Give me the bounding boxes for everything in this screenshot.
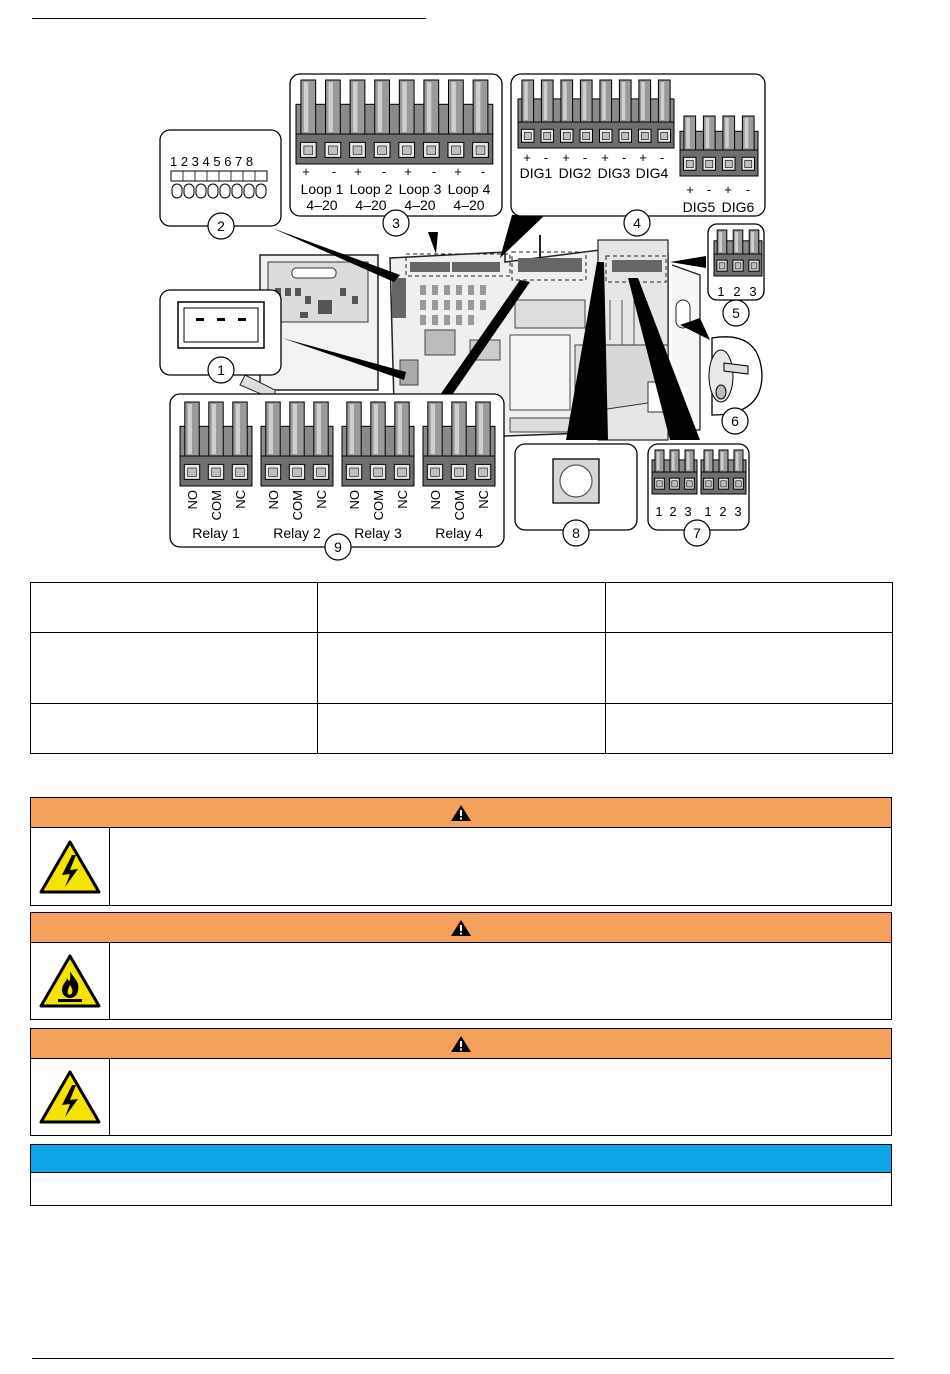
- relay-4-label: Relay 4: [435, 525, 483, 541]
- callout-2: [208, 213, 234, 239]
- connector-7a: [652, 450, 697, 494]
- callout-box-3: [290, 74, 502, 216]
- callout-box-4: [511, 74, 765, 216]
- svg-text:3: 3: [684, 504, 692, 519]
- svg-text:+: +: [404, 164, 412, 179]
- svg-text:+: +: [523, 150, 531, 165]
- electrical-hazard-icon: [31, 1059, 110, 1135]
- legend-cell: [318, 583, 605, 633]
- warning-triangle-icon: [450, 804, 472, 822]
- loop-3-range: 4–20: [404, 197, 436, 213]
- legend-table: [30, 582, 893, 754]
- warning-notice-3: [30, 1028, 892, 1136]
- svg-text:+: +: [454, 164, 462, 179]
- svg-text:2: 2: [733, 284, 741, 299]
- relay-pin-label: NO: [185, 490, 200, 510]
- svg-text:-: -: [480, 164, 486, 179]
- relay-pin-label: NC: [233, 490, 248, 509]
- relay-pin-label: NC: [314, 490, 329, 509]
- svg-text:4: 4: [633, 215, 641, 231]
- legend-cell: [31, 583, 318, 633]
- warning-header: [31, 913, 891, 943]
- legend-cell: [605, 633, 892, 704]
- wiring-diagram: [0, 0, 950, 575]
- callout-box-9: [170, 394, 504, 547]
- svg-text:-: -: [331, 164, 337, 179]
- loop-2-label: Loop 2: [349, 181, 393, 197]
- warning-triangle-icon: [450, 1035, 472, 1053]
- callout-8: [563, 520, 589, 546]
- warning-notice-1: [30, 797, 892, 906]
- callout-9: [325, 534, 351, 560]
- svg-text:-: -: [543, 150, 549, 165]
- svg-text:+: +: [724, 182, 732, 197]
- svg-text:3: 3: [392, 215, 400, 231]
- loop-4-label: Loop 4: [447, 181, 491, 197]
- relay-pin-label: COM: [290, 490, 305, 521]
- loop-3-label: Loop 3: [398, 181, 442, 197]
- relay-pin-label: NC: [395, 490, 410, 509]
- fire-hazard-icon: [31, 943, 110, 1019]
- loop-1-range: 4–20: [306, 197, 338, 213]
- svg-text:2: 2: [719, 504, 727, 519]
- svg-text:+: +: [354, 164, 362, 179]
- relay-pin-label: COM: [452, 490, 467, 521]
- relay-connector-1: [180, 402, 252, 486]
- dig3-label: DIG3: [597, 165, 631, 181]
- svg-text:-: -: [659, 150, 665, 165]
- dig2-label: DIG2: [558, 165, 592, 181]
- relay-pin-label: NO: [428, 490, 443, 510]
- legend-cell: [31, 633, 318, 704]
- svg-text:7: 7: [693, 525, 701, 541]
- svg-text:1: 1: [704, 504, 712, 519]
- callout-box-6: [709, 337, 762, 415]
- warning-triangle-icon: [450, 919, 472, 937]
- legend-cell: [605, 704, 892, 754]
- warning-header: [31, 798, 891, 828]
- loop-2-range: 4–20: [355, 197, 387, 213]
- svg-text:-: -: [431, 164, 437, 179]
- callout-box-2: [160, 130, 281, 226]
- svg-text:2: 2: [669, 504, 677, 519]
- dig1-label: DIG1: [519, 165, 553, 181]
- callout-box-8: [515, 444, 637, 530]
- relay-connector-3: [342, 402, 414, 486]
- connector-7b: [701, 450, 746, 494]
- legend-cell: [318, 633, 605, 704]
- callout-box-5: [708, 224, 764, 300]
- relay-pin-label: COM: [371, 490, 386, 521]
- svg-text:-: -: [582, 150, 588, 165]
- relay-pin-label: COM: [209, 490, 224, 521]
- svg-text:3: 3: [734, 504, 742, 519]
- warning-notice-2: [30, 912, 892, 1020]
- svg-text:8: 8: [572, 525, 580, 541]
- warning-text: [110, 943, 891, 1019]
- relay-pin-label: NO: [347, 490, 362, 510]
- relay-2-label: Relay 2: [273, 525, 321, 541]
- relay-3-label: Relay 3: [354, 525, 402, 541]
- callout-4: [624, 210, 650, 236]
- svg-text:-: -: [621, 150, 627, 165]
- svg-text:-: -: [706, 182, 712, 197]
- warning-text: [110, 828, 891, 905]
- dig4-label: DIG4: [635, 165, 669, 181]
- callout-6: [722, 408, 748, 434]
- dig5-label: DIG5: [682, 199, 716, 215]
- loop-1-label: Loop 1: [300, 181, 344, 197]
- svg-text:5: 5: [732, 305, 740, 321]
- svg-text:9: 9: [334, 539, 342, 555]
- callout-box-7: [648, 444, 749, 530]
- svg-text:+: +: [601, 150, 609, 165]
- svg-text:2: 2: [217, 218, 225, 234]
- relay-pin-label: NC: [476, 490, 491, 509]
- svg-text:1: 1: [655, 504, 663, 519]
- svg-text:+: +: [302, 164, 310, 179]
- callout-7: [684, 520, 710, 546]
- warning-header: [31, 1029, 891, 1059]
- warning-text: [110, 1059, 891, 1135]
- note-header: [31, 1145, 891, 1173]
- relay-connector-2: [261, 402, 333, 486]
- dig6-label: DIG6: [721, 199, 755, 215]
- relay-connector-4: [423, 402, 495, 486]
- svg-text:+: +: [686, 182, 694, 197]
- svg-text:-: -: [381, 164, 387, 179]
- connector-5: [714, 230, 762, 276]
- callout-1: [208, 357, 234, 383]
- relay-1-label: Relay 1: [192, 525, 240, 541]
- footer-rule: [32, 1358, 894, 1359]
- relay-pin-label: NO: [266, 490, 281, 510]
- callout-5: [723, 300, 749, 326]
- legend-cell: [318, 704, 605, 754]
- note-notice: [30, 1144, 892, 1206]
- svg-text:+: +: [639, 150, 647, 165]
- connector-5-terminal-block: [714, 230, 762, 276]
- callout-3: [383, 210, 409, 236]
- svg-text:1: 1: [717, 284, 725, 299]
- svg-text:6: 6: [731, 413, 739, 429]
- svg-text:+: +: [562, 150, 570, 165]
- legend-cell: [31, 704, 318, 754]
- loop-4-range: 4–20: [453, 197, 485, 213]
- electrical-hazard-icon: [31, 828, 110, 905]
- legend-cell: [605, 583, 892, 633]
- svg-text:-: -: [745, 182, 751, 197]
- dip-switch-numbers: 1 2 3 4 5 6 7 8: [170, 154, 254, 169]
- svg-text:3: 3: [749, 284, 757, 299]
- svg-text:1: 1: [217, 362, 225, 378]
